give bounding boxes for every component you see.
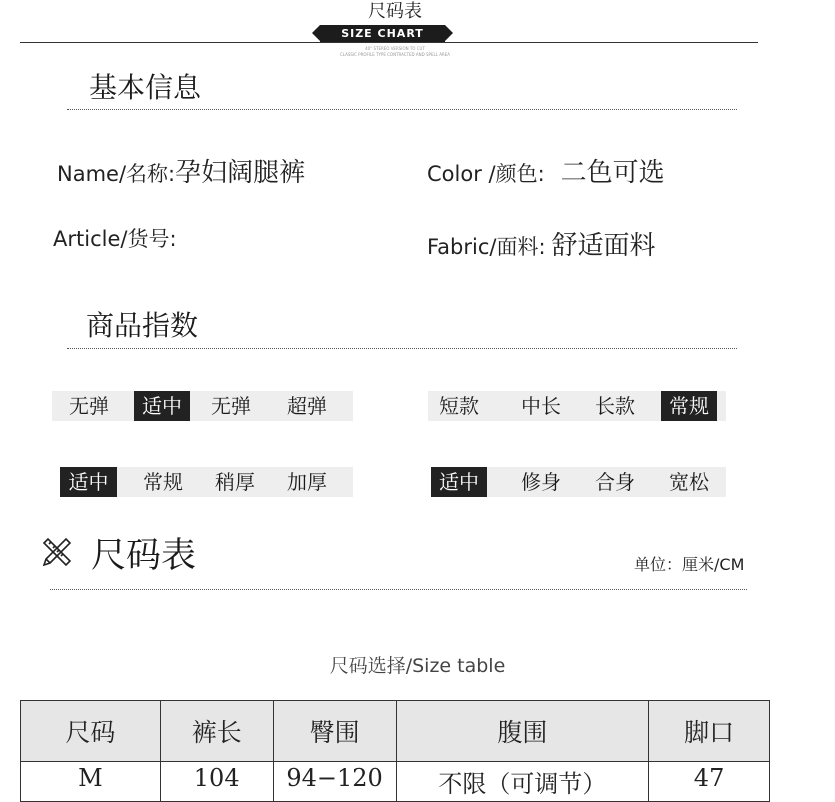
article-field [53,223,177,253]
unit-label: 单位：厘米/CM [634,555,745,574]
index-option: 加厚 [287,470,327,494]
column-header: 尺码 [21,701,161,762]
size-table [20,700,770,802]
index-option: 长款 [595,394,635,418]
index-row-thickness [60,467,353,497]
index-option: 无弹 [211,394,251,418]
color-field [427,152,665,189]
article-label: Article/货号: [53,227,177,251]
size-table-caption: 尺码选择/Size table [329,655,506,677]
size-chart-heading: 尺码表 [91,536,197,576]
table-cell: 不限（可调节） [396,762,649,802]
tagline-2: CLASSIC PROFILE TYPE CONTRACTED AND SPELL AREA [340,52,450,57]
index-option: 宽松 [669,470,709,494]
table-cell: 94−120 [273,762,396,802]
table-cell: 104 [160,762,273,802]
index-row-length [428,391,726,421]
index-option: 稍厚 [215,470,255,494]
column-header: 臀围 [273,701,396,762]
product-index-heading: 商品指数 [86,309,199,342]
fabric-field [427,225,656,262]
column-header: 腹围 [396,701,649,762]
column-header: 脚口 [649,701,770,762]
index-option: 中长 [521,394,561,418]
basic-info-heading: 基本信息 [89,71,202,104]
table-cell: M [21,762,161,802]
index-option: 短款 [439,394,479,418]
header-divider [20,42,758,43]
table-cell: 47 [649,762,770,802]
color-label: Color /颜色: [427,162,545,186]
color-value: 二色可选 [560,158,665,188]
name-field [57,152,305,189]
tagline-1: 40° STEREO VERSION TO CUT [365,46,425,51]
index-option-selected: 适中 [134,391,190,421]
page-title: 尺码表 [368,1,422,22]
dotted-divider [67,348,737,349]
column-header: 裤长 [160,701,273,762]
index-option-selected: 常规 [661,391,717,421]
index-option: 超弹 [287,394,327,418]
table-row [21,762,770,802]
index-option: 修身 [521,470,561,494]
size-chart-banner: SIZE CHART [320,25,445,42]
name-label: Name/名称: [57,162,176,186]
name-value: 孕妇阔腿裤 [175,158,306,188]
fabric-label: Fabric/面料: [427,235,546,259]
index-row-stretch [52,391,353,421]
dotted-divider [50,589,747,590]
table-header-row [21,701,770,762]
index-option: 无弹 [69,394,109,418]
index-option: 常规 [143,470,183,494]
dotted-divider [67,109,737,110]
index-option-selected: 适中 [431,467,487,497]
index-option-selected: 适中 [60,467,117,497]
fabric-value: 舒适面料 [551,231,656,261]
index-row-fit [431,467,726,497]
index-option: 合身 [595,470,635,494]
ruler-pencil-icon [40,535,74,569]
